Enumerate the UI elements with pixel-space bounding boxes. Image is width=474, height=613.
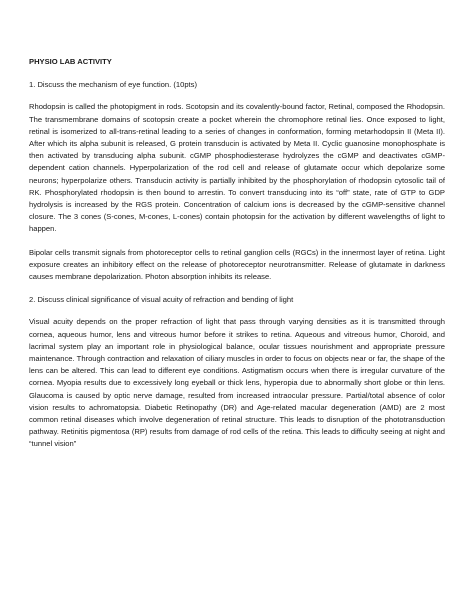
question-1: 1. Discuss the mechanism of eye function. (10pts) [29,80,197,90]
answer-1-paragraph-2: Bipolar cells transmit signals from photoreceptor cells to retinal ganglion cells (RGCs) in the innermost layer of retina. Light exposure creates an inhibitory effect on the release of photoreceptor neurotransmitter. Release of glutamate in darkness causes membrane depolarization. Photon absorption inhibits its release. [29,247,445,282]
answer-1-paragraph-1: Rhodopsin is called the photopigment in rods. Scotopsin and its covalently-bound factor, Retinal, composed the Rhodopsin. The transmembrane domains of scotopsin create a pocket wherein the chromophore retinal lies. Once exposed to light, retinal is isomerized to all-trans-retinal leading to a series of changes in conformation, forming metarhodopsin II (Meta II). After which its alpha subunit is released, G protein transducin is activated by Meta II. Cyclic guanosine monophosphate is then activated by transducing alpha subunit. cGMP phosphodiesterase hydrolyzes the cGMP and deactivates cGMP-dependent cation channels. Hyperpolarization of the rod cell and release of glutamate occur which depolarize some neurons; hyperpolarize others. Transducin activity is partially inhibited by the phosphorylation of rhodopsin cytosolic tail of RK. Phosphorylated rhodopsin is then bound to arrestin. To convert transducing into its “off” state, rate of GTP to GDP hydrolysis is increased by the RGS protein. Concentration of calcium ions is decreased by the cGMP-sensitive channel closure. The 3 cones (S-cones, M-cones, L-cones) contain photopsin for the activation by different wavelengths of light to happen. [29,102,445,234]
question-2: 2. Discuss clinical significance of visual acuity of refraction and bending of light [29,295,294,305]
answer-2-paragraph-1: Visual acuity depends on the proper refraction of light that pass through varying densities as it is transmitted through cornea, aqueous humor, lens and vitreous humor before it strikes to retina. Aqueous and vitreous humor, Choroid, and lacrimal system play an important role in physiological balance, ocular tissues nourishment and appropriate pressure maintenance. Through contraction and relaxation of ciliary muscles in order to focus on objects near or far, the shape of the lens can be altered. This can lead to different eye conditions. Astigmatism occurs when there is irregular curvature of the cornea. Myopia results due to excessively long eyeball or thick lens, hyperopia due to abnormally short globe or thin lens. Glaucoma is caused by optic nerve damage, resulted from increased intraocular pressure. Partial/total absence of color vision results to achromatopsia. Diabetic Retinopathy (DR) and Age-related macular degeneration (AMD) are 2 most common retinal diseases which involve degeneration of retinal structure. This leads to disruption of the phototransduction pathway. Retinitis pigmentosa (RP) results from damage of rod cells of the retina. This leads to difficulty seeing at night and “tunnel vision” [29,317,445,449]
document-title: PHYSIO LAB ACTIVITY [29,57,112,66]
